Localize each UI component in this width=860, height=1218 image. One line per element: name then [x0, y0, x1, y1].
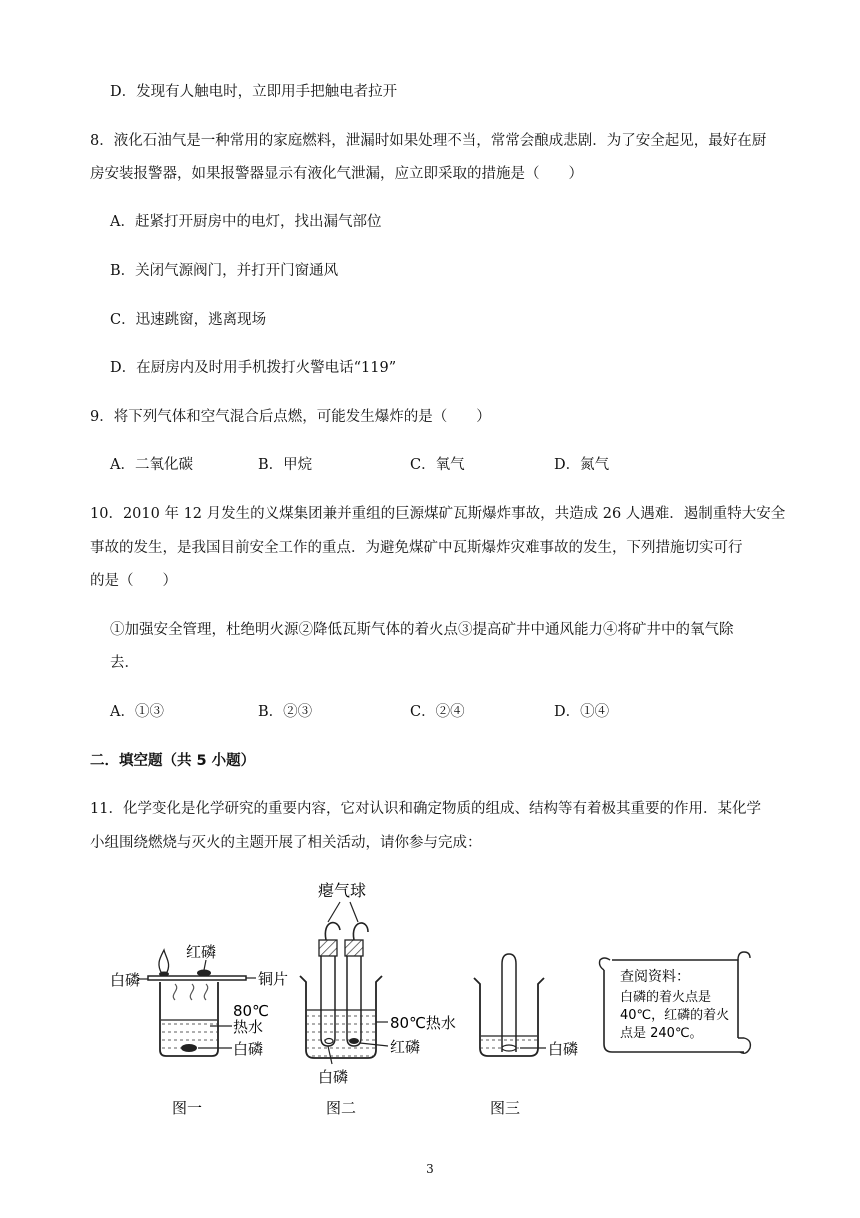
q9-option-a: A．二氧化碳 [110, 457, 193, 473]
label-balloon: 瘪气球 [318, 881, 367, 900]
white-phosphorus-tube [325, 1039, 333, 1044]
q8-stem-line1: 8．液化石油气是一种常用的家庭燃料，泄漏时如果处理不当，常常会酿成悲剧．为了安全起见，最好在厨 [90, 133, 767, 149]
flame-icon [159, 950, 169, 974]
figure-three [474, 954, 578, 1117]
q10-stem-line2: 事故的发生，是我国目前安全工作的重点．为避免煤矿中瓦斯爆炸灾难事故的发生，下列措施切实可行 [90, 540, 743, 556]
q8-option-d: D．在厨房内及时用手机拨打火警电话“119” [110, 360, 397, 376]
q9-option-b: B．甲烷 [258, 457, 313, 473]
label-copper: 铜片 [258, 970, 289, 988]
q9-option-d: D．氮气 [554, 457, 610, 473]
q11-stem-line1: 11．化学变化是化学研究的重要内容，它对认识和确定物质的组成、结构等有着极其重要的作用．某化学 [90, 801, 761, 817]
note-line2: 40℃，红磷的着火 [620, 1008, 730, 1023]
page-number: 3 [426, 1162, 434, 1176]
label-hot-water: 热水 [233, 1018, 264, 1036]
white-phosphorus-on-plate [159, 972, 169, 977]
q8-option-a: A．赶紧打开厨房中的电灯，找出漏气部位 [110, 214, 382, 230]
white-phosphorus-bottom [181, 1044, 197, 1052]
q9-options [110, 455, 730, 475]
label-white-p-left: 白磷 [110, 971, 141, 989]
stopper-right [345, 940, 363, 956]
q10-option-b: B．②③ [258, 704, 313, 720]
caption-figure-three: 图三 [490, 1099, 521, 1117]
q9-option-c: C．氧气 [410, 457, 465, 473]
note-line1: 白磷的着火点是 [620, 990, 712, 1005]
red-phosphorus-tube [349, 1038, 359, 1044]
experiment-figure [0, 860, 860, 1130]
section-heading: 二．填空题（共 5 小题） [90, 753, 256, 769]
stopper-left [319, 940, 337, 956]
figure-one [110, 943, 288, 1117]
copper-plate [148, 976, 246, 980]
q7-option-d: D．发现有人触电时，立即用手把触电者拉开 [110, 84, 398, 100]
label-red-p-2: 红磷 [390, 1038, 421, 1056]
figure-two [300, 881, 456, 1117]
label-white-p-2: 白磷 [318, 1068, 349, 1086]
q10-items-line2: 去． [110, 655, 139, 671]
q8-option-c: C．迅速跳窗，逃离现场 [110, 312, 267, 328]
label-temp: 80℃ [233, 1002, 269, 1020]
q11-stem-line2: 小组围绕燃烧与灭火的主题开展了相关活动，请你参与完成： [90, 835, 482, 851]
note-title: 查阅资料： [620, 969, 690, 985]
red-phosphorus-on-plate [197, 970, 211, 977]
label-hot-water-2: 80℃热水 [390, 1014, 456, 1032]
q9-stem: 9．将下列气体和空气混合后点燃，可能发生爆炸的是（ ） [90, 409, 491, 425]
white-phosphorus-3 [502, 1045, 516, 1051]
q10-stem-line3: 的是（ ） [90, 573, 177, 589]
label-white-p-3: 白磷 [548, 1040, 579, 1058]
reference-note [600, 952, 751, 1053]
q8-stem-line2: 房安装报警器，如果报警器显示有液化气泄漏，应立即采取的措施是（ ） [90, 166, 583, 182]
note-line3: 点是 240℃。 [620, 1026, 703, 1041]
q10-options [110, 702, 730, 722]
q10-option-d: D．①④ [554, 704, 610, 720]
caption-figure-two: 图二 [326, 1099, 357, 1117]
q10-items-line1: ①加强安全管理，杜绝明火源②降低瓦斯气体的着火点③提高矿井中通风能力④将矿井中的氧气除 [110, 622, 734, 638]
caption-figure-one: 图一 [172, 1099, 203, 1117]
q10-stem-line1: 10．2010 年 12 月发生的义煤集团兼并重组的巨源煤矿瓦斯爆炸事故，共造成 26 人遇难．遏制重特大安全 [90, 506, 786, 522]
q10-option-c: C．②④ [410, 704, 465, 720]
q8-option-b: B．关闭气源阀门，并打开门窗通风 [110, 263, 339, 279]
q10-option-a: A．①③ [110, 704, 164, 720]
label-white-p-bottom: 白磷 [233, 1040, 264, 1058]
label-red-p: 红磷 [186, 943, 217, 961]
